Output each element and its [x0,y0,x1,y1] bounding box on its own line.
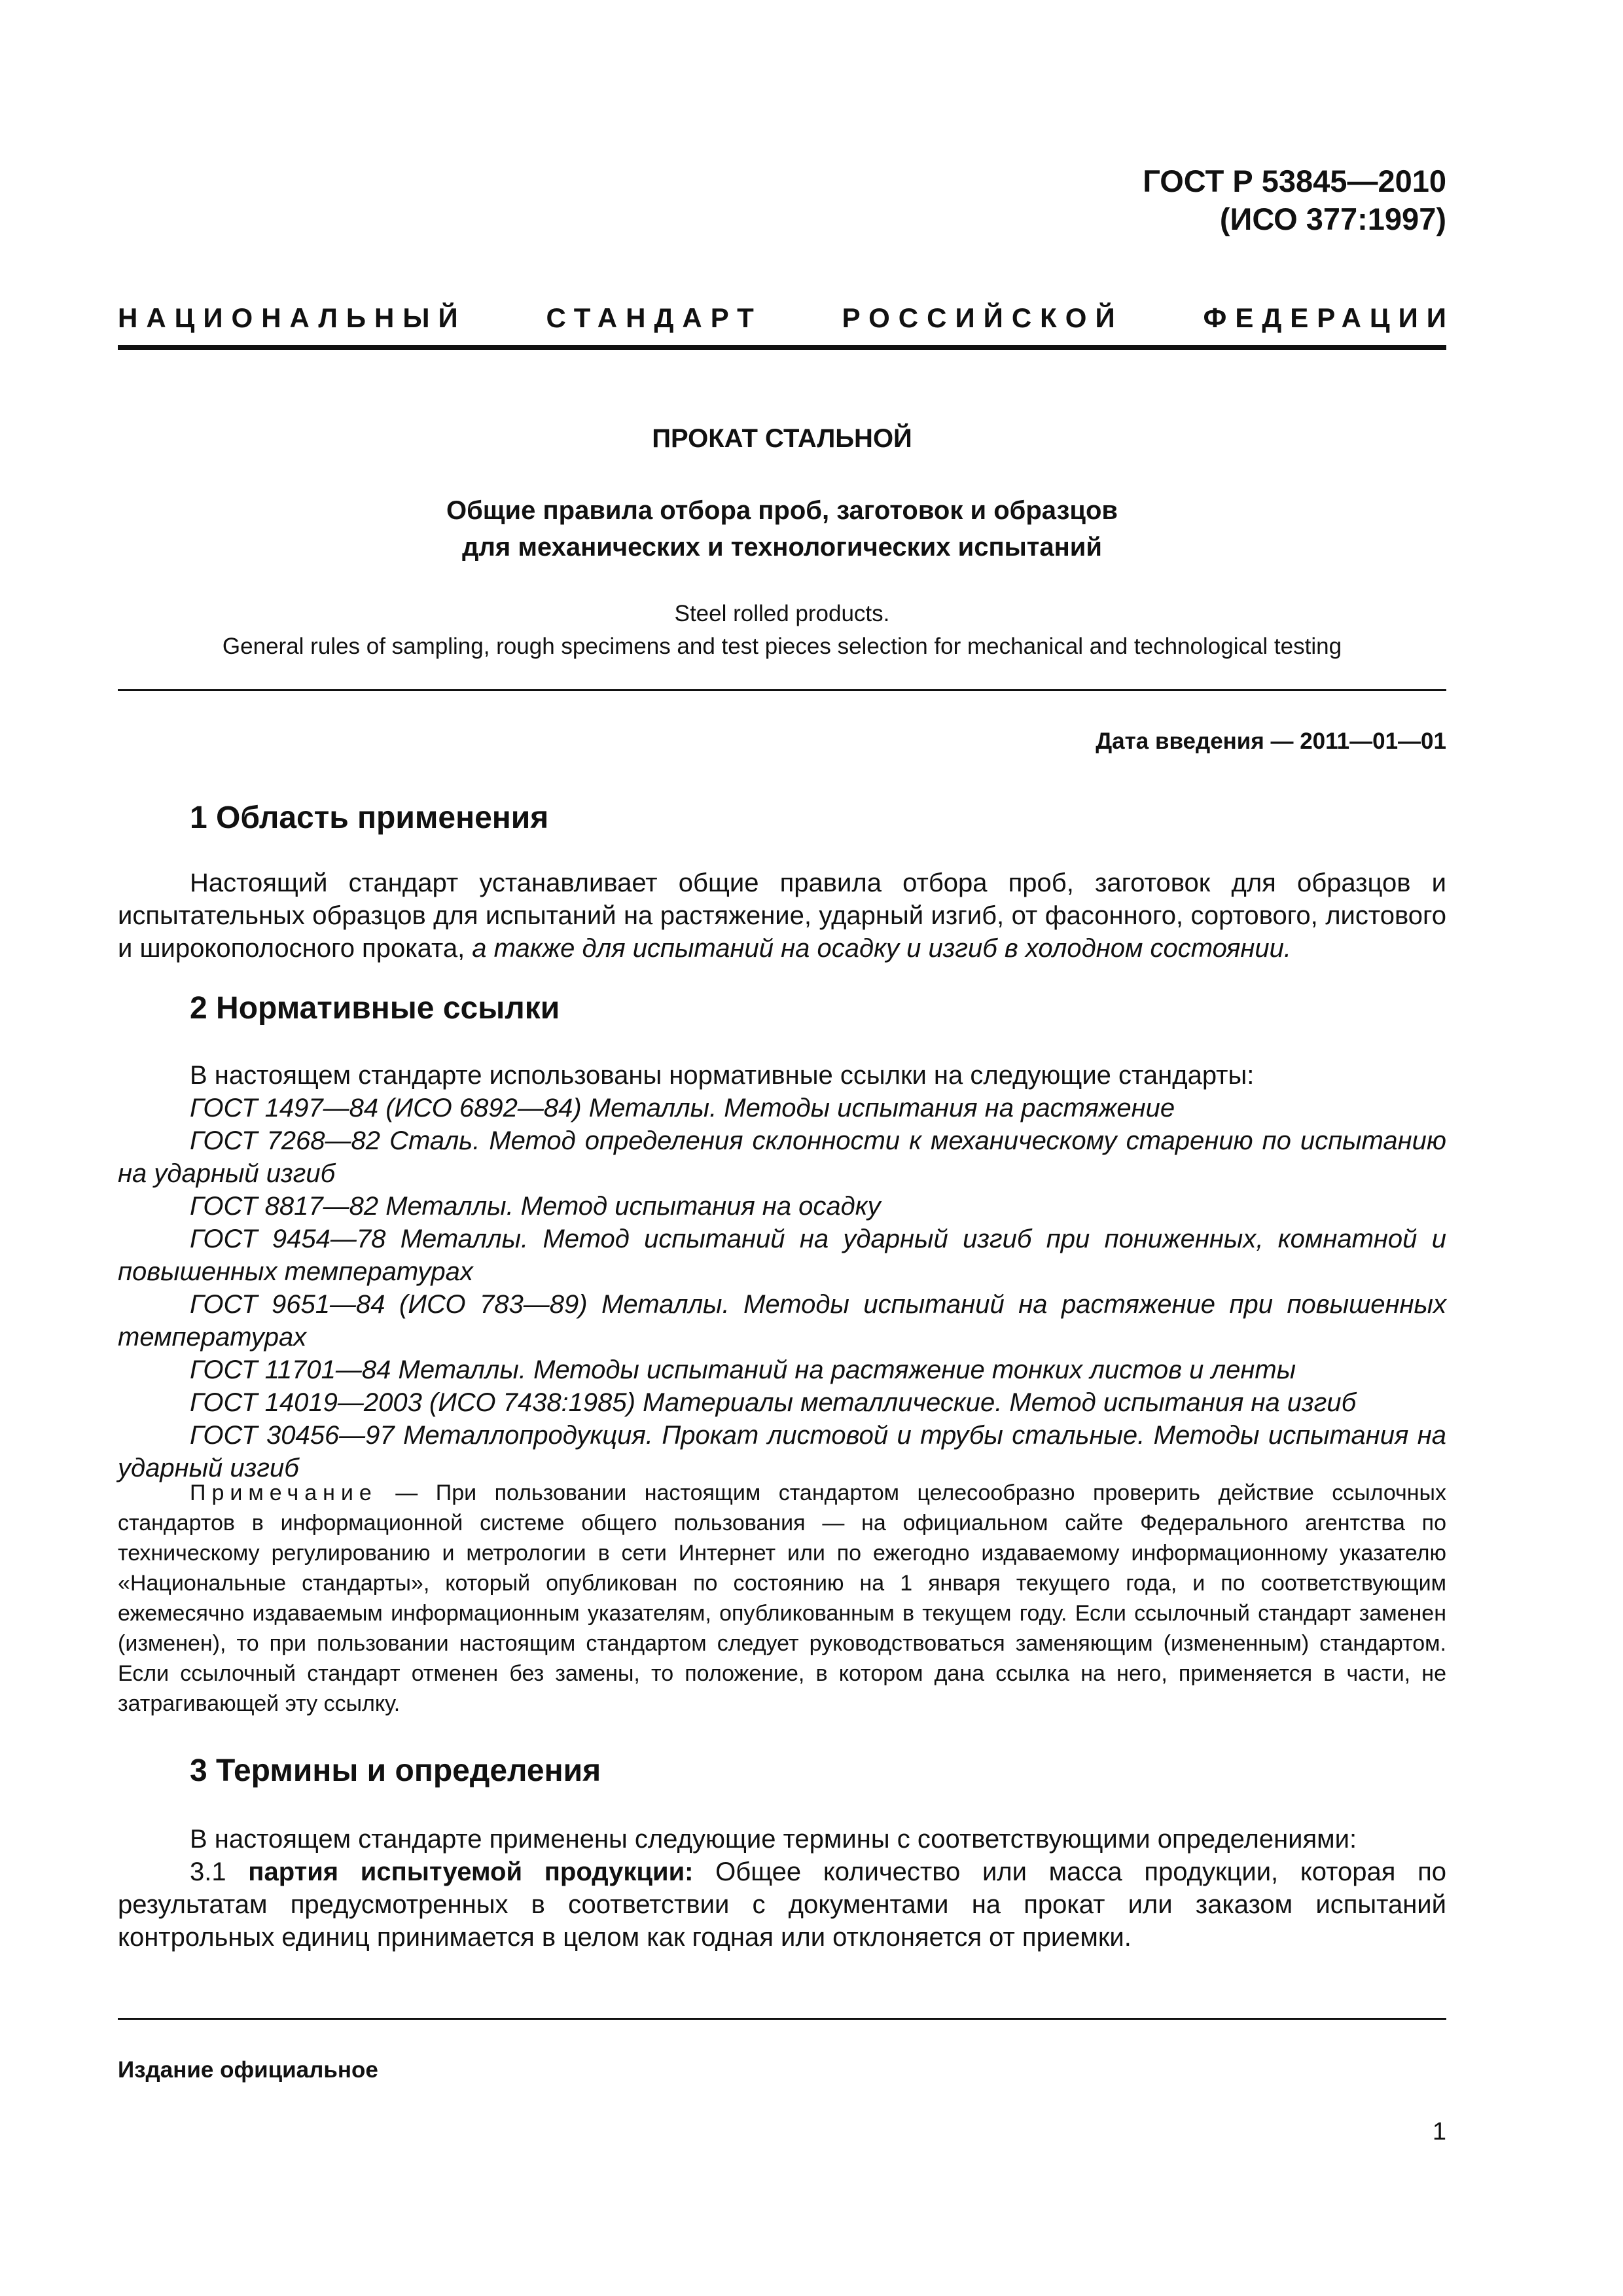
national-standard-banner [118,302,1455,334]
section-1-text-regular: Настоящий стандарт устанавливает общие правила отбора проб, заготовок для образцов и испытательных образцов для испытаний на растяжение, ударный изгиб, от фасонного, сортового, листового и широкополосного проката, [118,869,1446,963]
english-title [118,598,1446,663]
subtitle-line: для механических и технологических испытаний [462,533,1102,562]
references-note [118,1478,1446,1719]
reference-item: ГОСТ 1497—84 (ИСО 6892—84) Металлы. Методы испытания на растяжение [190,1094,1175,1122]
reference-item: ГОСТ 30456—97 Металлопродукция. Прокат листовой и трубы стальные. Методы испытания на ударный изгиб [118,1421,1446,1482]
section-1-heading: 1 Область применения [190,800,549,835]
document-title: ПРОКАТ СТАЛЬНОЙ [652,424,912,453]
term-number: 3.1 [190,1857,249,1886]
introduction-date: Дата введения — 2011—01—01 [1096,728,1446,754]
note-text: — При пользовании настоящим стандартом целесообразно проверить действие ссылочных стандартов в информационной системе общего пользования — на официальном сайте Федерального агентства по техническому регулированию и метрологии в сети Интернет или по ежегодно издаваемому информационному указателю «Национальные стандарты», который опубликован по состоянию на 1 января текущего года, и по соответствующим ежемесячно издаваемым информационным указателям, опубликованным в текущем году. Если ссылочный стандарт заменен (изменен), то при пользовании настоящим стандартом следует руководствоваться заменяющим (измененным) стандартом. Если ссылочный стандарт отменен без замены, то положение, в котором дана ссылка на него, применяется в части, не затрагивающей эту ссылку. [118,1480,1446,1716]
banner-word: РОССИЙСКОЙ [842,302,1124,333]
document-page [118,0,1455,2296]
gost-number: ГОСТ Р 53845—2010 [1143,164,1446,198]
term-3-1 [118,1856,1446,1954]
title-divider [118,689,1446,691]
reference-item: ГОСТ 14019—2003 (ИСО 7438:1985) Материалы металлические. Метод испытания на изгиб [190,1388,1357,1417]
section-2-heading: 2 Нормативные ссылки [190,991,560,1026]
term-definition: Общее количество или масса продукции, которая по результатам предусмотренных в соответствии с документами на прокат или заказом испытаний контрольных единиц принимается в целом как годная или отклоняется от приемки. [118,1857,1447,1952]
section-3-intro [118,1823,1446,1954]
terms-intro: В настоящем стандарте применены следующие термины с соответствующими определениями: [190,1825,1357,1854]
reference-item: ГОСТ 8817—82 Металлы. Метод испытания на осадку [190,1192,881,1221]
term-name: партия испытуемой продукции: [248,1857,694,1886]
normative-references [118,1059,1446,1484]
banner-word: ФЕДЕРАЦИИ [1203,302,1455,333]
official-edition: Издание официальное [118,2057,378,2083]
page-number: 1 [1432,2118,1446,2145]
english-title-line: General rules of sampling, rough specimens and test pieces selection for mechanical and technological testing [222,634,1342,659]
section-1-text-italic: а также для испытаний на осадку и изгиб в холодном состоянии. [472,934,1291,963]
banner-word: СТАНДАРТ [546,302,762,333]
banner-word: НАЦИОНАЛЬНЫЙ [118,302,467,333]
reference-item: ГОСТ 9651—84 (ИСО 783—89) Металлы. Методы испытаний на растяжение при повышенных температурах [118,1290,1446,1352]
references-intro: В настоящем стандарте использованы нормативные ссылки на следующие стандарты: [190,1061,1255,1090]
section-3-heading: 3 Термины и определения [190,1753,601,1788]
reference-item: ГОСТ 7268—82 Сталь. Метод определения склонности к механическому старению по испытанию на ударный изгиб [118,1126,1446,1188]
gost-identifier [1143,162,1446,238]
iso-number: (ИСО 377:1997) [1219,202,1446,236]
header-divider [118,345,1446,350]
document-subtitle [118,492,1446,565]
reference-item: ГОСТ 11701—84 Металлы. Методы испытаний на растяжение тонких листов и ленты [190,1355,1296,1384]
subtitle-line: Общие правила отбора проб, заготовок и образцов [446,496,1118,525]
section-1-text [118,867,1446,965]
english-title-line: Steel rolled products. [674,601,890,626]
note-label: Примечание [190,1480,378,1505]
footer-divider [118,2018,1446,2020]
reference-item: ГОСТ 9454—78 Металлы. Метод испытаний на ударный изгиб при пониженных, комнатной и повышенных температурах [118,1225,1446,1286]
